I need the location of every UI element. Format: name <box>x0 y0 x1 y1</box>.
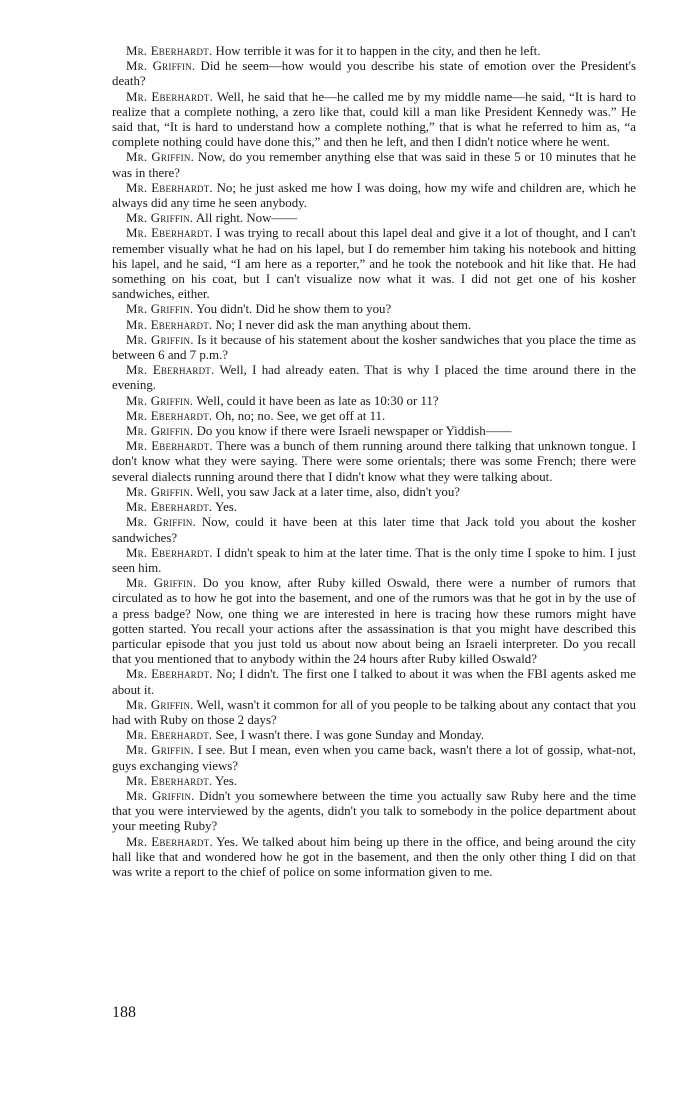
speaker-name: Mr. Griffin. <box>126 59 196 74</box>
testimony-paragraph <box>112 774 636 789</box>
speaker-name: Mr. Griffin. <box>126 332 194 347</box>
statement-text: How terrible it was for it to happen in the city, and then he left. <box>212 44 541 58</box>
speaker-name: Mr. Eberhardt. <box>126 44 213 58</box>
testimony-paragraph <box>112 363 636 393</box>
speaker-name: Mr. Eberhardt. <box>126 408 213 423</box>
speaker-name: Mr. Eberhardt. <box>126 180 213 195</box>
testimony-paragraph <box>112 500 636 515</box>
speaker-name: Mr. Griffin. <box>126 697 194 712</box>
testimony-paragraph <box>112 515 636 545</box>
statement-text: Well, wasn't it common for all of you people to be talking about any contact that you had with Ruby on those 2 days? <box>112 697 636 727</box>
speaker-name: Mr. Griffin. <box>126 788 195 803</box>
statement-text: There was a bunch of them running around there talking that unknown tongue. I don't know what they were saying. There were some orientals; there was some French; there were several dialects running around there that I didn't know what they were talking about. <box>112 439 636 484</box>
statement-text: I see. But I mean, even when you came back, wasn't there a lot of gossip, what-not, guys exchanging views? <box>112 743 636 773</box>
testimony-paragraph <box>112 333 636 363</box>
speaker-name: Mr. Eberhardt. <box>126 500 213 515</box>
speaker-name: Mr. Eberhardt. <box>126 728 213 743</box>
statement-text: You didn't. Did he show them to you? <box>193 302 392 317</box>
statement-text: Well, he said that he—he called me by my middle name—he said, “It is hard to realize that a complete nothing, a zero like that, could kill a man like President Kennedy was.” He said that, “It is hard to understand how a complete nothing,” that is what he referred to him as, “a complete nothing could have done this,” and then he left, and then I didn't notice where he went. <box>112 89 637 150</box>
statement-text: Did he seem—how would you describe his state of emotion over the President's death? <box>112 59 636 89</box>
statement-text: Didn't you somewhere between the time you actually saw Ruby here and the time that you were interviewed by the agents, didn't you talk to somebody in the police department about your meeting Ruby? <box>112 788 636 834</box>
statement-text: I didn't speak to him at the later time. That is the only time I spoke to him. I just seen him. <box>112 545 637 575</box>
testimony-paragraph <box>112 546 636 576</box>
statement-text: Well, I had already eaten. That is why I placed the time around there in the evening. <box>112 363 636 393</box>
testimony-paragraph <box>112 302 636 317</box>
speaker-name: Mr. Griffin. <box>126 211 194 226</box>
testimony-paragraph <box>112 150 636 180</box>
testimony-paragraph <box>112 44 636 59</box>
statement-text: Do you know if there were Israeli newspaper or Yiddish—— <box>193 424 512 439</box>
speaker-name: Mr. Eberhardt. <box>126 773 213 788</box>
statement-text: Yes. <box>212 773 238 788</box>
speaker-name: Mr. Eberhardt. <box>126 226 213 241</box>
speaker-name: Mr. Griffin. <box>126 515 196 530</box>
speaker-name: Mr. Griffin. <box>126 576 197 591</box>
testimony-paragraph <box>112 835 636 881</box>
statement-text: See, I wasn't there. I was gone Sunday and Monday. <box>212 728 485 743</box>
statement-text: No; he just asked me how I was doing, how my wife and children are, which he always did any time he seen anybody. <box>112 180 637 211</box>
testimony-paragraph <box>112 409 636 424</box>
statement-text: Now, do you remember anything else that was said in these 5 or 10 minutes that he was in there? <box>112 150 637 180</box>
page-number: 188 <box>112 1004 136 1021</box>
testimony-paragraph <box>112 211 636 226</box>
statement-text: Oh, no; no. See, we get off at 11. <box>212 408 386 423</box>
testimony-paragraph <box>112 698 636 728</box>
testimony-paragraph <box>112 424 636 439</box>
statement-text: Well, you saw Jack at a later time, also, didn't you? <box>193 484 461 499</box>
testimony-paragraph <box>112 90 636 151</box>
speaker-name: Mr. Eberhardt. <box>126 317 213 332</box>
testimony-paragraph <box>112 728 636 743</box>
speaker-name: Mr. Griffin. <box>126 150 195 165</box>
statement-text: Well, could it have been as late as 10:30 or 11? <box>193 393 439 408</box>
speaker-name: Mr. Griffin. <box>126 302 194 317</box>
testimony-paragraph <box>112 667 636 697</box>
statement-text: Is it because of his statement about the kosher sandwiches that you place the time as between 6 and 7 p.m.? <box>112 332 636 363</box>
statement-text: Yes. We talked about him being up there in the office, and being around the city hall like that and wondered how he got in the basement, and then the only other thing I did on that was write a report to the chief of police on some information given to me. <box>112 834 636 879</box>
speaker-name: Mr. Eberhardt. <box>126 667 213 682</box>
speaker-name: Mr. Griffin. <box>126 424 194 439</box>
testimony-paragraph <box>112 318 636 333</box>
transcript-body <box>112 44 636 880</box>
statement-text: No; I didn't. The first one I talked to about it was when the FBI agents asked me about it. <box>112 667 636 697</box>
testimony-paragraph <box>112 439 636 485</box>
speaker-name: Mr. Griffin. <box>126 393 194 408</box>
speaker-name: Mr. Eberhardt. <box>126 363 215 378</box>
testimony-paragraph <box>112 181 636 211</box>
testimony-paragraph <box>112 59 636 89</box>
statement-text: All right. Now—— <box>193 211 298 226</box>
speaker-name: Mr. Griffin. <box>126 743 194 758</box>
testimony-paragraph <box>112 394 636 409</box>
speaker-name: Mr. Eberhardt. <box>126 545 213 560</box>
statement-text: Do you know, after Ruby killed Oswald, there were a number of rumors that circulated as to how he got into the basement, and one of the rumors was that he got in by the use of a press badge? Now, one thing we are interested in here is tracing how these rumors might have gotten started. You recall your actions after the assassination is that you might have described this particular episode that you just told us about now about being an Israeli interpreter. Do you recall that you mentioned that to anybody within the 24 hours after Ruby killed Oswald? <box>112 576 636 667</box>
speaker-name: Mr. Eberhardt. <box>126 89 214 104</box>
statement-text: Yes. <box>212 500 238 515</box>
speaker-name: Mr. Eberhardt. <box>126 439 213 454</box>
testimony-paragraph <box>112 226 636 302</box>
testimony-paragraph <box>112 789 636 835</box>
testimony-paragraph <box>112 485 636 500</box>
speaker-name: Mr. Eberhardt. <box>126 834 213 849</box>
statement-text: Now, could it have been at this later time that Jack told you about the kosher sandwiches? <box>112 515 636 545</box>
testimony-paragraph <box>112 576 636 667</box>
statement-text: No; I never did ask the man anything about them. <box>212 317 472 332</box>
speaker-name: Mr. Griffin. <box>126 484 194 499</box>
statement-text: I was trying to recall about this lapel deal and give it a lot of thought, and I can't remember visually what he had on his lapel, but I do remember him taking his notebook and hitting his lapel, and he said, “I am here as a reporter,” and he took the notebook and hit like that. He had something on his coat, but I can't visualize now what it was. I did not get one of his kosher sandwiches, either. <box>112 226 636 302</box>
testimony-paragraph <box>112 743 636 773</box>
